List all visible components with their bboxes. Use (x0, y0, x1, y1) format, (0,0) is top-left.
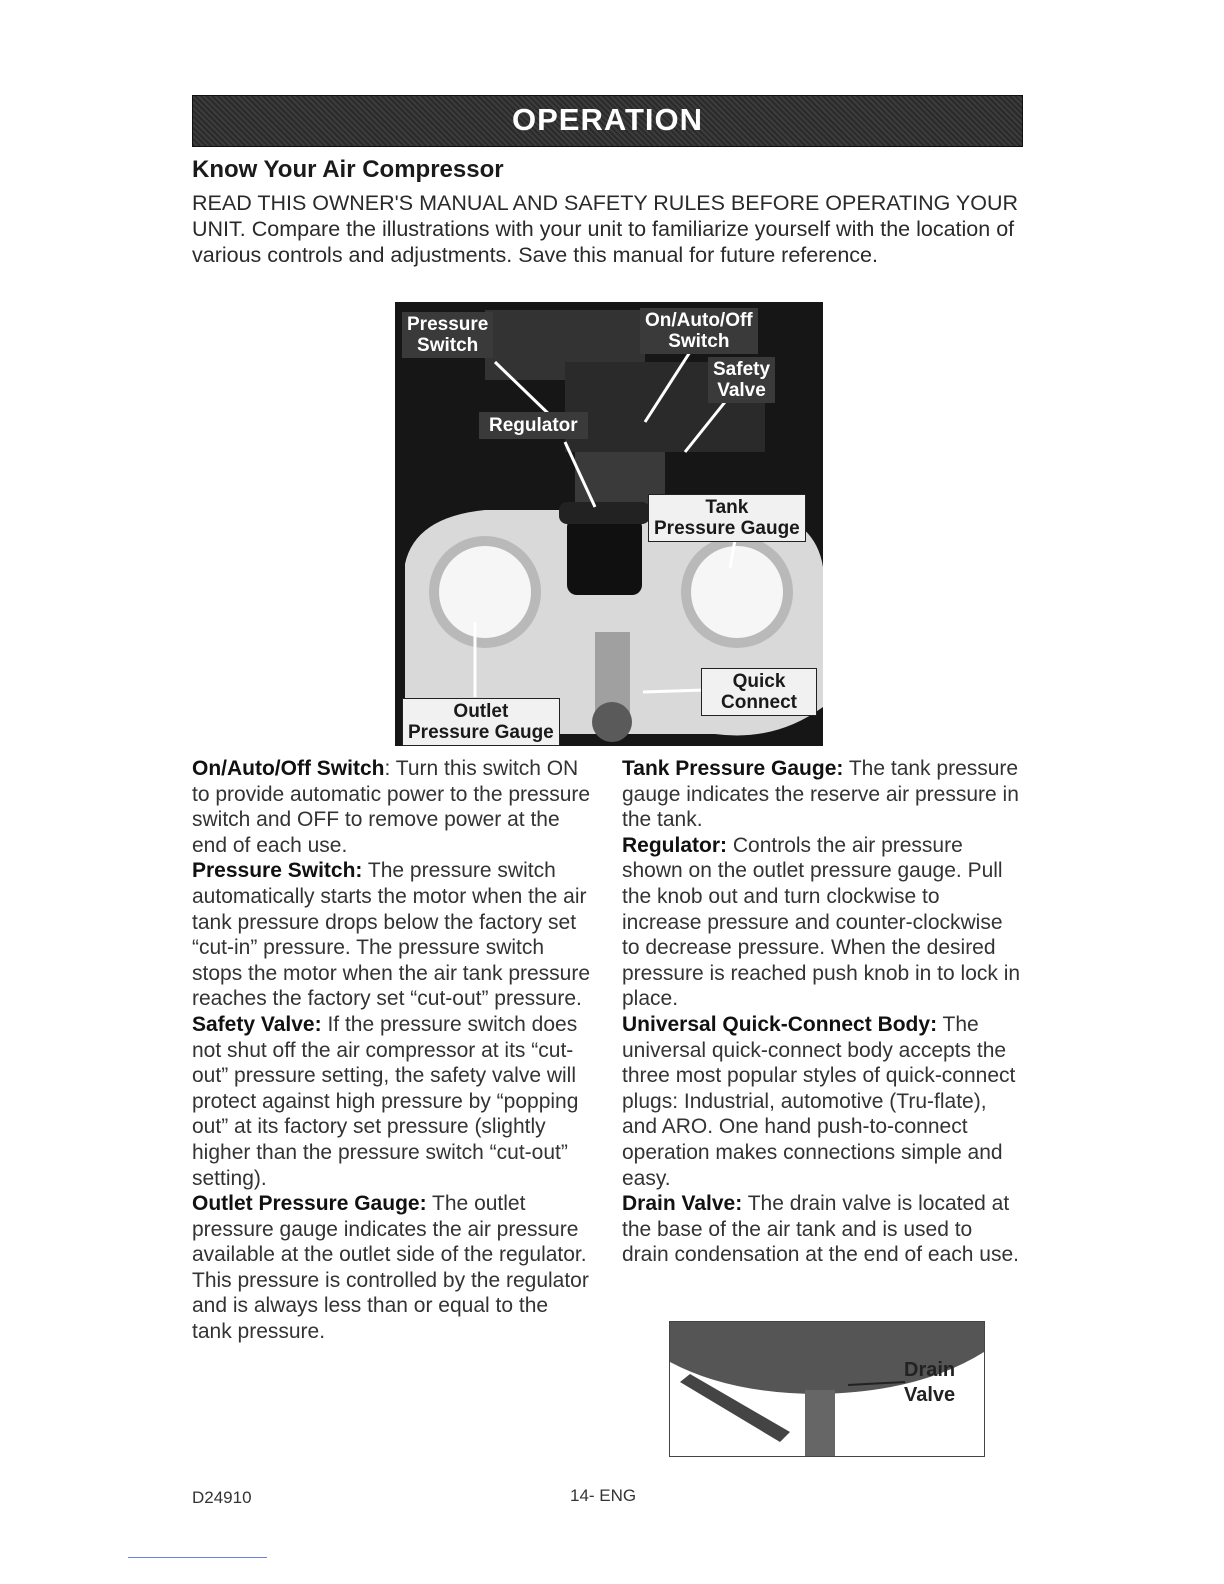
drain-valve-illustration (669, 1321, 985, 1457)
page-number: 14- ENG (570, 1486, 637, 1505)
regulator-callout: Regulator (479, 412, 588, 439)
definition-item: Pressure Switch: The pressure switch automatically starts the motor when the air tank pressure drops below the factory set “cut-in” pressure. The pressure switch stops the motor when the air tank pressure reaches the factory set “cut-out” pressure. (192, 859, 591, 1011)
outlet-pressure-gauge-callout: Outlet Pressure Gauge (402, 698, 560, 746)
section-banner (192, 95, 1023, 147)
pressure-switch-callout: Pressure Switch (402, 312, 493, 358)
definition-item: Outlet Pressure Gauge: The outlet pressure gauge indicates the air pressure available at the outlet side of the regulator. This pressure is controlled by the regulator and is always less than or equal to the tank pressure. (192, 1192, 589, 1344)
model-number: D24910 (192, 1488, 252, 1507)
divider (128, 1557, 267, 1558)
safety-valve-callout: Safety Valve (708, 357, 775, 403)
definition-item: On/Auto/Off Switch: Turn this switch ON to provide automatic power to the pressure switch and OFF to remove power at the end of each use. (192, 757, 591, 857)
quick-connect-callout: Quick Connect (701, 668, 817, 716)
definition-item: Universal Quick-Connect Body: The universal quick-connect body accepts the three most popular styles of quick-connect plugs: Industrial, automotive (Tru-flate), and ARO. One hand push-to-connect operation makes connections simple and easy. (622, 1012, 1016, 1190)
definition-item: Drain Valve: The drain valve is located at the base of the air tank and is used to drain condensation at the end of each use. (622, 1192, 1019, 1267)
right-column (622, 756, 1022, 1268)
banner-title: OPERATION (512, 102, 703, 137)
tank-pressure-gauge-callout: Tank Pressure Gauge (648, 494, 806, 542)
definition-item: Safety Valve: If the pressure switch does not shut off the air compressor at its “cut-out” pressure setting, the safety valve will protect against high pressure by “popping out” at its factory set pressure (slightly higher than the pressure switch “cut-out” setting). (192, 1012, 579, 1190)
intro-paragraph: READ THIS OWNER'S MANUAL AND SAFETY RULES BEFORE OPERATING YOUR UNIT. Compare the illustrations with your unit to familiarize yourself with the location of various controls and adjustments. Save this manual for future reference. (192, 191, 1019, 267)
section-heading: Know Your Air Compressor (192, 156, 504, 183)
definition-item: Regulator: Controls the air pressure shown on the outlet pressure gauge. Pull the knob out and turn clockwise to increase pressure and counter-clockwise to decrease pressure. When the desired pressure is reached push knob in to lock in place. (622, 833, 1021, 1011)
left-column (192, 756, 592, 1345)
on-auto-off-switch-callout: On/Auto/Off Switch (640, 308, 758, 354)
drain-valve-label: Drain Valve (904, 1359, 956, 1406)
compressor-photo (395, 302, 823, 746)
definition-item: Tank Pressure Gauge: The tank pressure gauge indicates the reserve air pressure in the tank. (622, 757, 1019, 832)
